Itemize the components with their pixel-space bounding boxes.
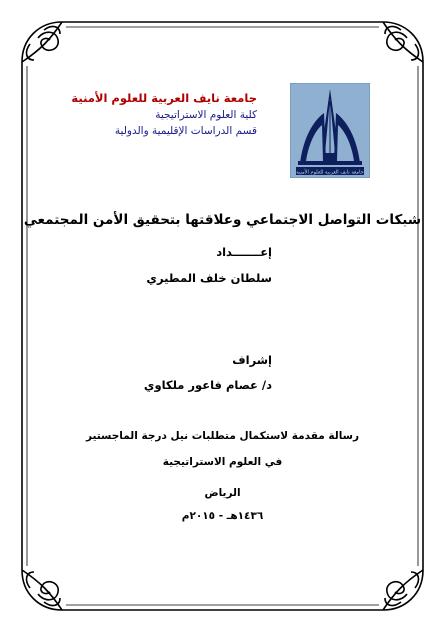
author-label: إعـــــــداد bbox=[216, 245, 272, 259]
logo-caption: جامعة نايف العربية للعلوم الأمنية bbox=[296, 169, 364, 176]
author-name: سلطان خلف المطيري bbox=[146, 271, 272, 285]
supervisor-label: إشراف bbox=[232, 353, 272, 367]
university-logo bbox=[290, 83, 370, 178]
college-name: كلية العلوم الاستراتيجية bbox=[155, 109, 257, 121]
supervisor-name: د/ عصام فاعور ملكاوي bbox=[143, 378, 272, 392]
thesis-title: شبكات التواصل الاجتماعي وعلاقتها بتحقيق الأمن المجتمعي bbox=[23, 212, 422, 228]
date: ١٤٣٦هـ - ٢٠١٥م bbox=[181, 510, 264, 522]
degree-field: في العلوم الاستراتيجية bbox=[162, 456, 283, 468]
department-name: قسم الدراسات الإقليمية والدولية bbox=[114, 125, 257, 137]
city: الرياض bbox=[204, 487, 241, 499]
degree-statement: رسالة مقدمة لاستكمال متطلبات نيل درجة الماجستير bbox=[85, 430, 360, 442]
university-name: جامعة نايف العربية للعلوم الأمنية bbox=[71, 91, 257, 105]
